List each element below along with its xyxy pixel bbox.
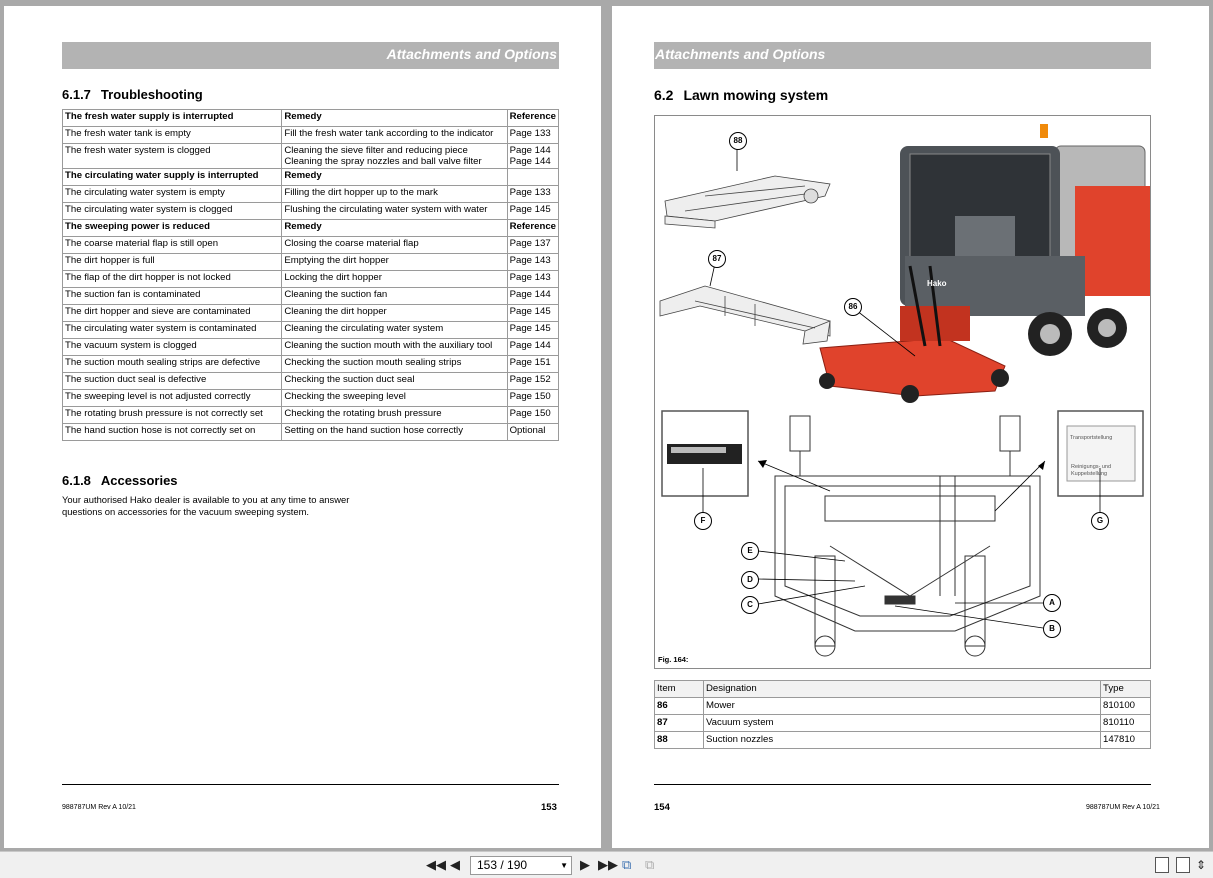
svg-text:Transportstellung: Transportstellung	[1070, 435, 1113, 441]
table-row	[63, 237, 559, 254]
prev-page-icon[interactable]: ◀	[450, 857, 460, 872]
table-row	[63, 186, 559, 203]
callout-88: 88	[729, 132, 747, 150]
left-page-header: Attachments and Options	[62, 42, 559, 69]
figure-caption: Fig. 164:	[658, 655, 689, 664]
table-row	[63, 127, 559, 144]
mower-illustration	[655, 116, 1150, 668]
table-row	[63, 305, 559, 322]
right-page-header: Attachments and Options	[654, 42, 1151, 69]
accessories-text: Your authorised Hako dealer is available to you at any time to answer questions on accessories for the vacuum sweeping system.	[62, 494, 350, 517]
lawn-mowing-heading	[654, 87, 828, 103]
table-cell: Reference	[507, 220, 558, 237]
table-row	[63, 339, 559, 356]
table-cell: Page 133	[507, 127, 558, 144]
table-row: 88 Suction nozzles 147810	[655, 732, 1151, 749]
callout-c: C	[741, 596, 759, 614]
table-cell: Cleaning the sieve filter and reducing piece Cleaning the spray nozzles and ball valve filter	[282, 144, 507, 169]
table-cell: The fresh water supply is interrupted	[63, 110, 282, 127]
table-cell: The sweeping power is reduced	[63, 220, 282, 237]
callout-a: A	[1043, 594, 1061, 612]
table-row	[63, 373, 559, 390]
table-cell: Page 143	[507, 271, 558, 288]
table-cell: Cleaning the circulating water system	[282, 322, 507, 339]
table-cell: The vacuum system is clogged	[63, 339, 282, 356]
footer-rule	[654, 784, 1151, 785]
section-number: 6.1.8	[62, 473, 91, 488]
compare-icon[interactable]: ⧉	[645, 857, 655, 872]
table-cell: The circulating water system is clogged	[63, 203, 282, 220]
table-row	[63, 203, 559, 220]
items-table-header	[655, 681, 1151, 698]
header-item: Item	[655, 681, 704, 698]
viewer-toolbar	[0, 851, 1213, 878]
table-cell: The dirt hopper is full	[63, 254, 282, 271]
left-page	[4, 6, 601, 848]
fit-page-icon[interactable]: ⇕	[1196, 858, 1207, 872]
table-cell: Page 152	[507, 373, 558, 390]
table-cell: The rotating brush pressure is not correctly set	[63, 407, 282, 424]
table-cell: Closing the coarse material flap	[282, 237, 507, 254]
troubleshooting-table	[62, 109, 559, 441]
table-cell: Reference	[507, 110, 558, 127]
table-cell: Page 133	[507, 186, 558, 203]
footer-doc-id: 988787UM Rev A 10/21	[62, 804, 136, 811]
table-row	[63, 271, 559, 288]
table-cell: Page 150	[507, 390, 558, 407]
table-cell: Page 145	[507, 322, 558, 339]
table-cell: The suction mouth sealing strips are defective	[63, 356, 282, 373]
table-cell: Checking the suction duct seal	[282, 373, 507, 390]
table-row: 87 Vacuum system 810110	[655, 715, 1151, 732]
section-number: 6.2	[654, 87, 674, 103]
single-page-view-icon[interactable]	[1155, 857, 1169, 873]
table-group-header	[63, 169, 559, 186]
vacuum-system-drawing	[660, 286, 830, 344]
table-cell: Remedy	[282, 169, 507, 186]
double-page-view-icon[interactable]	[1176, 857, 1190, 873]
table-cell: Page 144	[507, 288, 558, 305]
header-designation: Designation	[704, 681, 1101, 698]
section-title: Accessories	[100, 473, 178, 488]
first-page-icon[interactable]: ◀◀	[426, 857, 446, 872]
svg-text:Kuppelstellung: Kuppelstellung	[1071, 471, 1108, 477]
table-cell: The fresh water tank is empty	[63, 127, 282, 144]
table-cell: Page 145	[507, 203, 558, 220]
table-cell: Remedy	[282, 110, 507, 127]
svg-text:Reinigungs- und: Reinigungs- und	[1071, 464, 1112, 470]
next-page-icon[interactable]: ▶	[580, 857, 590, 872]
table-cell: Cleaning the dirt hopper	[282, 305, 507, 322]
table-cell: Locking the dirt hopper	[282, 271, 507, 288]
section-title: Troubleshooting	[100, 87, 203, 102]
table-row	[63, 424, 559, 441]
callout-e: E	[741, 542, 759, 560]
table-row	[63, 390, 559, 407]
page-indicator: 153 / 190	[477, 858, 528, 872]
table-row: 86 Mower 810100	[655, 698, 1151, 715]
table-row	[63, 254, 559, 271]
table-cell: Setting on the hand suction hose correctly	[282, 424, 507, 441]
table-cell: The circulating water system is empty	[63, 186, 282, 203]
troubleshooting-heading	[62, 87, 203, 102]
page-number-field[interactable]	[470, 856, 572, 875]
sticker-f-box	[662, 411, 748, 496]
suction-nozzles-drawing	[665, 176, 830, 228]
table-cell: Checking the suction mouth sealing strips	[282, 356, 507, 373]
page-number: 153	[541, 802, 557, 813]
table-cell: Page 151	[507, 356, 558, 373]
table-cell: Page 144	[507, 339, 558, 356]
table-cell: Checking the sweeping level	[282, 390, 507, 407]
table-cell: The circulating water system is contaminated	[63, 322, 282, 339]
table-cell: Checking the rotating brush pressure	[282, 407, 507, 424]
footer-rule	[62, 784, 559, 785]
callout-87: 87	[708, 250, 726, 268]
table-cell: Filling the dirt hopper up to the mark	[282, 186, 507, 203]
table-cell: Cleaning the suction fan	[282, 288, 507, 305]
table-cell: Page 137	[507, 237, 558, 254]
table-group-header	[63, 220, 559, 237]
table-cell: Page 145	[507, 305, 558, 322]
table-cell: The dirt hopper and sieve are contaminated	[63, 305, 282, 322]
table-cell: The hand suction hose is not correctly set on	[63, 424, 282, 441]
table-cell: The fresh water system is clogged	[63, 144, 282, 169]
last-page-icon[interactable]: ▶▶	[598, 857, 618, 872]
figure-164	[654, 115, 1151, 669]
table-cell: Page 144 Page 144	[507, 144, 558, 169]
table-cell: The flap of the dirt hopper is not locked	[63, 271, 282, 288]
table-row	[63, 144, 559, 169]
brand-label: Hako	[927, 279, 947, 288]
section-title: Lawn mowing system	[683, 87, 829, 103]
deck-top-view	[775, 416, 1040, 656]
table-row	[63, 407, 559, 424]
callout-86: 86	[844, 298, 862, 316]
table-cell: Optional	[507, 424, 558, 441]
page-number: 154	[654, 802, 670, 813]
callout-f: F	[694, 512, 712, 530]
accessories-heading	[62, 473, 178, 488]
table-cell: Flushing the circulating water system with water	[282, 203, 507, 220]
tractor-drawing	[819, 124, 1150, 403]
table-row	[63, 356, 559, 373]
table-cell: Remedy	[282, 220, 507, 237]
table-cell: The suction fan is contaminated	[63, 288, 282, 305]
chevron-down-icon[interactable]: ▼	[560, 861, 568, 870]
callout-g: G	[1091, 512, 1109, 530]
table-cell: The circulating water supply is interrupted	[63, 169, 282, 186]
items-table	[654, 680, 1151, 749]
table-cell: Fill the fresh water tank according to the indicator	[282, 127, 507, 144]
table-group-header	[63, 110, 559, 127]
table-cell: Page 150	[507, 407, 558, 424]
table-row	[63, 322, 559, 339]
right-page	[612, 6, 1209, 848]
sticker-g-box	[1058, 411, 1143, 496]
footer-doc-id: 988787UM Rev A 10/21	[1086, 804, 1160, 811]
callout-b: B	[1043, 620, 1061, 638]
table-cell: The sweeping level is not adjusted correctly	[63, 390, 282, 407]
table-cell: Emptying the dirt hopper	[282, 254, 507, 271]
section-number: 6.1.7	[62, 87, 91, 102]
table-cell: Cleaning the suction mouth with the auxiliary tool	[282, 339, 507, 356]
rotate-icon[interactable]: ⧉	[622, 857, 632, 872]
table-cell: The suction duct seal is defective	[63, 373, 282, 390]
table-row	[63, 288, 559, 305]
table-cell: The coarse material flap is still open	[63, 237, 282, 254]
header-type: Type	[1101, 681, 1151, 698]
table-cell: Page 143	[507, 254, 558, 271]
table-cell	[507, 169, 558, 186]
callout-d: D	[741, 571, 759, 589]
